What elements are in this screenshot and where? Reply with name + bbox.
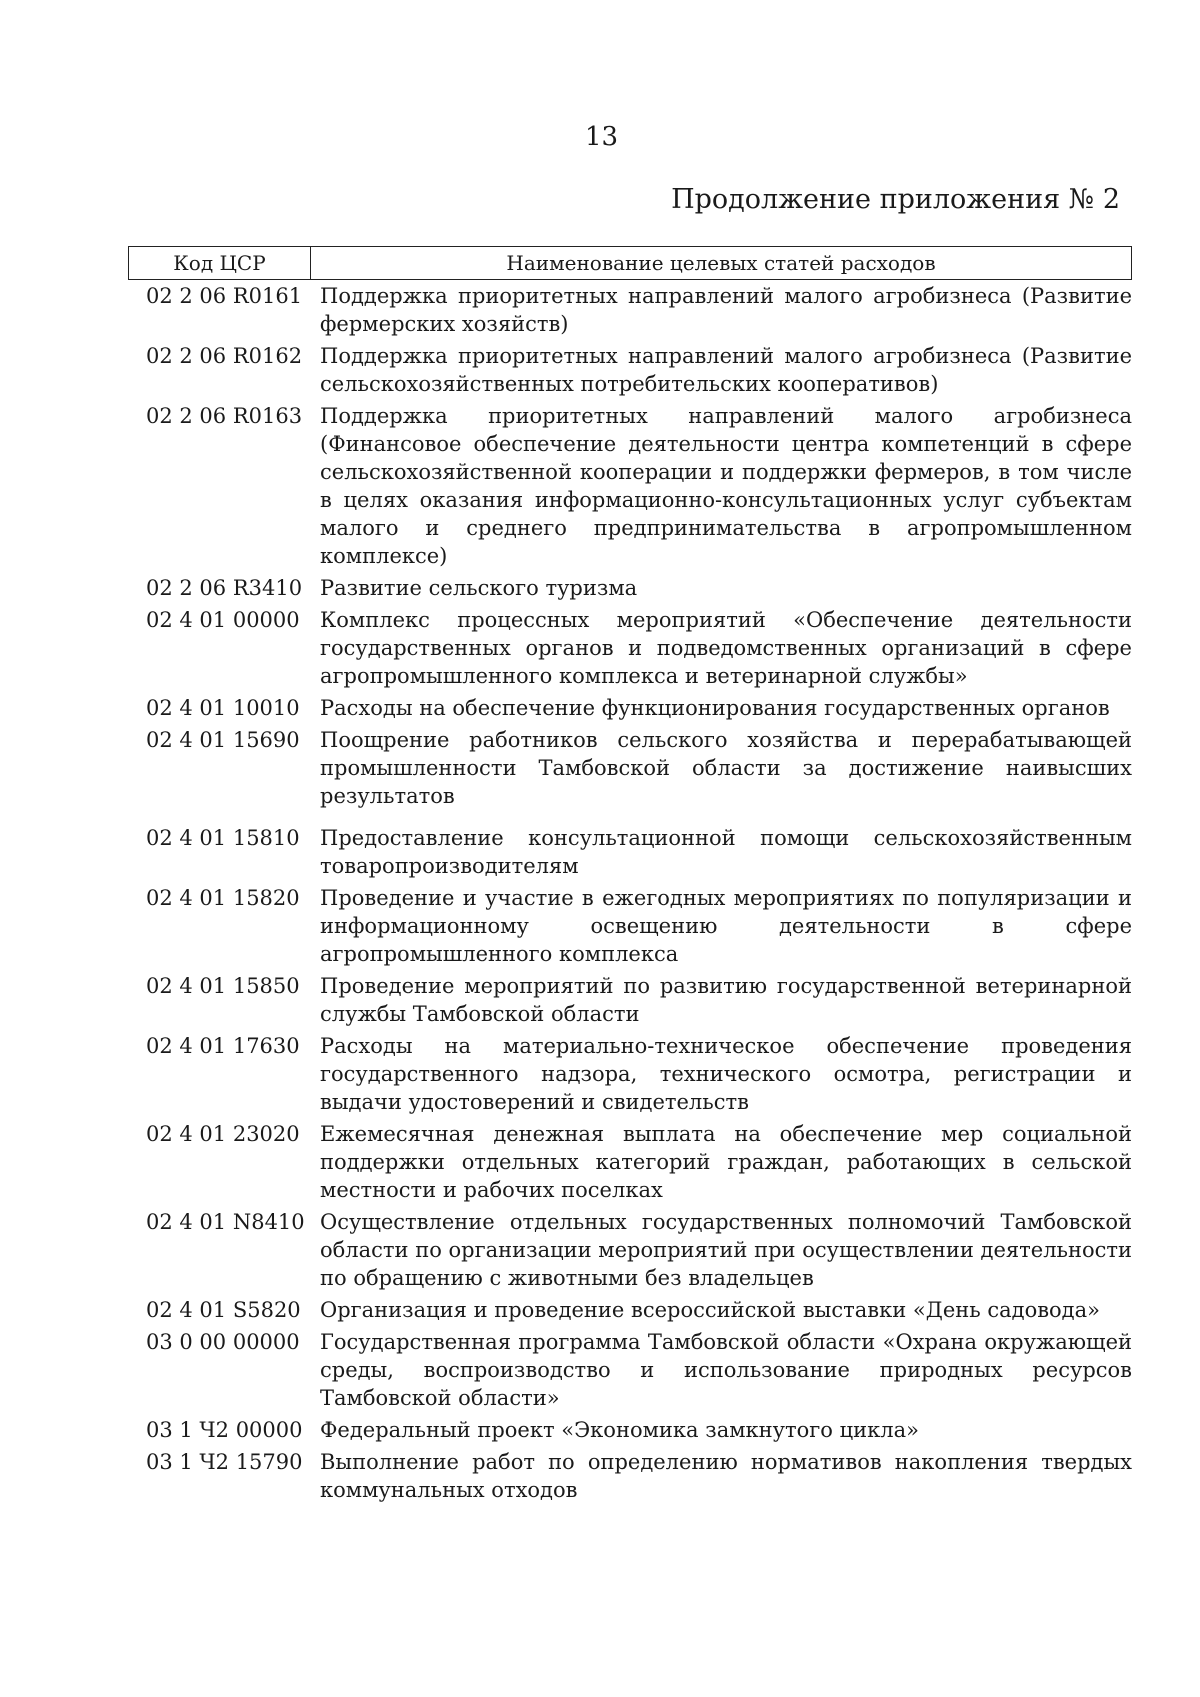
table-row: [128, 402, 1132, 570]
row-name: Расходы на материально-техническое обеспечение проведения государственного надзора, технического осмотра, регистрации и выдачи удостоверений и свидетельств: [320, 1034, 1132, 1114]
row-code: 02 4 01 15810: [146, 826, 300, 850]
table-row: [128, 342, 1132, 398]
row-code: 02 4 01 00000: [146, 608, 300, 632]
row-code: 02 4 01 15850: [146, 974, 300, 998]
table-row: [128, 1296, 1132, 1324]
page-number: 13: [585, 122, 619, 152]
row-name: Организация и проведение всероссийской выставки «День садовода»: [320, 1298, 1100, 1322]
table-row: [128, 1032, 1132, 1116]
table-row: [128, 1448, 1132, 1504]
table-header: [128, 246, 1132, 280]
row-name: Предоставление консультационной помощи сельскохозяйственным товаропроизводителям: [320, 826, 1132, 878]
row-name: Поощрение работников сельского хозяйства и перерабатывающей промышленности Тамбовской области за достижение наивысших результатов: [320, 728, 1132, 808]
row-code: 02 4 01 S5820: [146, 1298, 301, 1322]
row-name: Комплекс процессных мероприятий «Обеспечение деятельности государственных органов и подведомственных организаций в сфере агропромышленного комплекса и ветеринарной службы»: [320, 608, 1132, 688]
row-code: 02 4 01 15690: [146, 728, 300, 752]
row-name: Федеральный проект «Экономика замкнутого цикла»: [320, 1418, 919, 1442]
table-row: [128, 972, 1132, 1028]
row-name: Расходы на обеспечение функционирования государственных органов: [320, 696, 1110, 720]
table-row: [128, 1328, 1132, 1412]
table-row: [128, 606, 1132, 690]
row-code: 02 4 01 23020: [146, 1122, 300, 1146]
table-row: [128, 574, 1132, 602]
row-name: Поддержка приоритетных направлений малого агробизнеса (Развитие сельскохозяйственных потребительских кооперативов): [320, 344, 1132, 396]
row-code: 02 4 01 15820: [146, 886, 300, 910]
row-name: Поддержка приоритетных направлений малого агробизнеса (Финансовое обеспечение деятельности центра компетенций в сфере сельскохозяйственной кооперации и поддержки фермеров, в том числе в целях оказания информационно-консультационных услуг субъектам малого и среднего предпринимательства в агропромышленном комплексе): [320, 404, 1132, 568]
row-code: 03 0 00 00000: [146, 1330, 300, 1354]
row-name: Проведение и участие в ежегодных мероприятиях по популяризации и информационному освещению деятельности в сфере агропромышленного комплекса: [320, 886, 1132, 966]
table-row: [128, 884, 1132, 968]
table-row: [128, 824, 1132, 880]
row-name: Проведение мероприятий по развитию государственной ветеринарной службы Тамбовской области: [320, 974, 1132, 1026]
row-code: 02 2 06 R0162: [146, 344, 303, 368]
table-row: [128, 694, 1132, 722]
row-name: Осуществление отдельных государственных полномочий Тамбовской области по организации мероприятий при осуществлении деятельности по обращению с животными без владельцев: [320, 1210, 1132, 1290]
row-code: 02 4 01 N8410: [146, 1210, 305, 1234]
header-name: Наименование целевых статей расходов: [506, 251, 936, 275]
row-name: Ежемесячная денежная выплата на обеспечение мер социальной поддержки отдельных категорий граждан, работающих в сельской местности и рабочих поселках: [320, 1122, 1132, 1202]
target-articles-table: [128, 246, 1132, 1508]
row-name: Развитие сельского туризма: [320, 576, 638, 600]
header-code: Код ЦСР: [129, 247, 311, 279]
row-name: Государственная программа Тамбовской области «Охрана окружающей среды, воспроизводство и использование природных ресурсов Тамбовской области»: [320, 1330, 1132, 1410]
table-row: [128, 1208, 1132, 1292]
row-code: 02 2 06 R0161: [146, 284, 303, 308]
appendix-title: Продолжение приложения № 2: [671, 184, 1120, 215]
row-code: 02 2 06 R0163: [146, 404, 303, 428]
row-code: 02 4 01 17630: [146, 1034, 300, 1058]
table-row: [128, 726, 1132, 810]
row-code: 03 1 Ч2 15790: [146, 1450, 303, 1474]
row-code: 03 1 Ч2 00000: [146, 1418, 303, 1442]
row-code: 02 4 01 10010: [146, 696, 300, 720]
row-name: Поддержка приоритетных направлений малого агробизнеса (Развитие фермерских хозяйств): [320, 284, 1132, 336]
row-name: Выполнение работ по определению нормативов накопления твердых коммунальных отходов: [320, 1450, 1132, 1502]
table-row: [128, 1120, 1132, 1204]
table-row: [128, 282, 1132, 338]
row-code: 02 2 06 R3410: [146, 576, 303, 600]
table-row: [128, 1416, 1132, 1444]
